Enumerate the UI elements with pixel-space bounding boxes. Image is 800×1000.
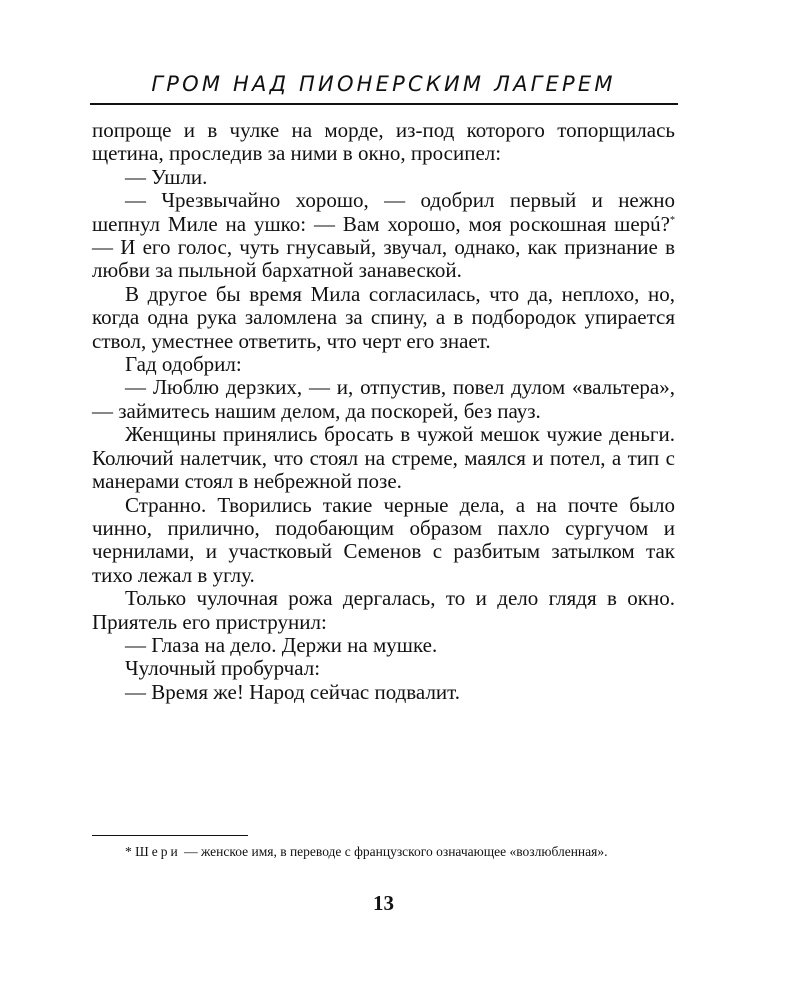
paragraph-text: — И его голос, чуть гнусавый, звучал, однако, как признание в любви за пыльной бархатной занавеской. (92, 235, 675, 283)
paragraph: Женщины принялись бросать в чужой мешок чужие деньги. Колючий налетчик, что стоял на стреме, маялся и потел, а тип с манерами стоял в небрежной позе. (92, 422, 675, 494)
paragraph: попроще и в чулке на морде, из-под которого топорщилась щетина, проследив за ними в окно, просипел: (92, 118, 675, 166)
running-head: ГРОМ НАД ПИОНЕРСКИМ ЛАГЕРЕМ (151, 72, 616, 96)
page-number: 13 (373, 891, 394, 915)
paragraph: Только чулочная рожа дергалась, то и дело глядя в окно. Приятель его приструнил: (92, 586, 675, 634)
body-text (92, 119, 675, 704)
footnote (92, 843, 675, 860)
header-rule (90, 103, 678, 105)
footnote-marker: * (670, 214, 675, 226)
footnote-term: Шери (135, 844, 181, 859)
paragraph: — Время же! Народ сейчас подвалит. (125, 679, 461, 704)
paragraph (92, 189, 675, 283)
paragraph: — Глаза на дело. Держи на мушке. (125, 632, 438, 657)
paragraph: — Ушли. (125, 164, 208, 189)
footnote-text: — женское имя, в переводе с французского означающее «возлюбленная». (180, 844, 608, 859)
paragraph: В другое бы время Мила согласилась, что да, неплохо, но, когда одна рука заломлена за спину, а в подбородок упирается ствол, уместнее ответить, что черт его знает. (92, 281, 675, 353)
paragraph: Странно. Творились такие черные дела, а на почте было чинно, прилично, подобающим образом пахло сургучом и чернилами, и участковый Семенов с разбитым затылком так тихо лежал в углу. (92, 492, 675, 587)
paragraph-text: — Чрезвычайно хорошо, — одобрил первый и нежно шепнул Миле на ушко: — Вам хорошо, моя роскошная шерú? (92, 188, 675, 236)
paragraph: — Люблю дерзких, — и, отпустив, повел дулом «вальтера», — займитесь нашим делом, да поскорей, без пауз. (92, 375, 675, 423)
footnote-rule (92, 835, 248, 836)
footnote-mark: * (125, 844, 132, 859)
paragraph: Гад одобрил: (125, 352, 242, 377)
paragraph: Чулочный пробурчал: (125, 656, 321, 681)
